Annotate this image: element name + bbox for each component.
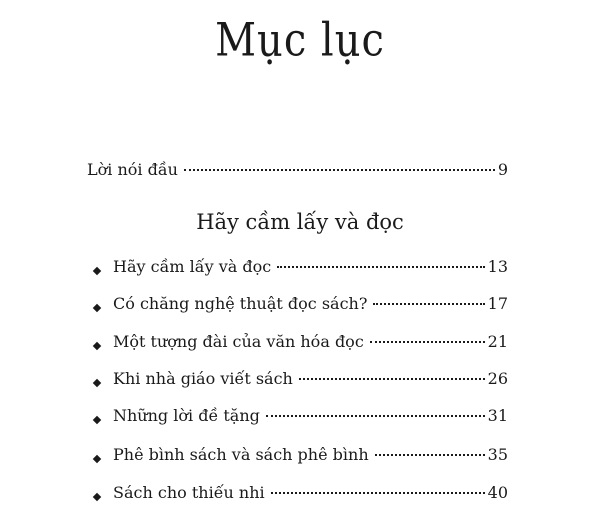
diamond-bullet-icon — [93, 455, 101, 463]
dot-leader — [373, 303, 484, 305]
dot-leader — [277, 266, 484, 268]
toc-entry[interactable] — [113, 257, 508, 281]
diamond-bullet-icon — [93, 304, 101, 312]
dot-leader — [266, 415, 485, 417]
toc-entry[interactable] — [113, 369, 508, 393]
toc-entry-preface[interactable] — [87, 160, 508, 184]
toc-entry-label: Có chăng nghệ thuật đọc sách? — [113, 294, 368, 313]
toc-entry-label: Khi nhà giáo viết sách — [113, 369, 293, 388]
page-title: Mục lục — [215, 14, 385, 67]
dot-leader — [184, 169, 495, 171]
dot-leader — [375, 454, 485, 456]
toc-entry[interactable] — [113, 483, 508, 507]
dot-leader — [299, 378, 485, 380]
toc-entry-label: Hãy cầm lấy và đọc — [113, 257, 272, 276]
toc-entry[interactable] — [113, 294, 508, 318]
toc-entry-label: Phê bình sách và sách phê bình — [113, 445, 369, 464]
dot-leader — [271, 492, 485, 494]
toc-entry[interactable] — [113, 445, 508, 469]
diamond-bullet-icon — [93, 493, 101, 501]
diamond-bullet-icon — [93, 379, 101, 387]
diamond-bullet-icon — [93, 267, 101, 275]
toc-page-number: 40 — [487, 483, 508, 502]
toc-entry[interactable] — [113, 332, 508, 356]
toc-entry-label: Lời nói đầu — [87, 160, 178, 179]
toc-page-number: 31 — [487, 406, 508, 425]
toc-entry-label: Những lời đề tặng — [113, 406, 260, 425]
section-heading: Hãy cầm lấy và đọc — [196, 210, 404, 234]
dot-leader — [370, 341, 485, 343]
toc-page-number: 9 — [497, 160, 508, 179]
toc-entry-label: Sách cho thiếu nhi — [113, 483, 265, 502]
toc-entry-label: Một tượng đài của văn hóa đọc — [113, 332, 364, 351]
toc-page-number: 35 — [487, 445, 508, 464]
toc-page-number: 13 — [487, 257, 508, 276]
toc-page-number: 21 — [487, 332, 508, 351]
toc-entry[interactable] — [113, 406, 508, 430]
diamond-bullet-icon — [93, 342, 101, 350]
toc-page-number: 26 — [487, 369, 508, 388]
toc-page-number: 17 — [487, 294, 508, 313]
diamond-bullet-icon — [93, 416, 101, 424]
